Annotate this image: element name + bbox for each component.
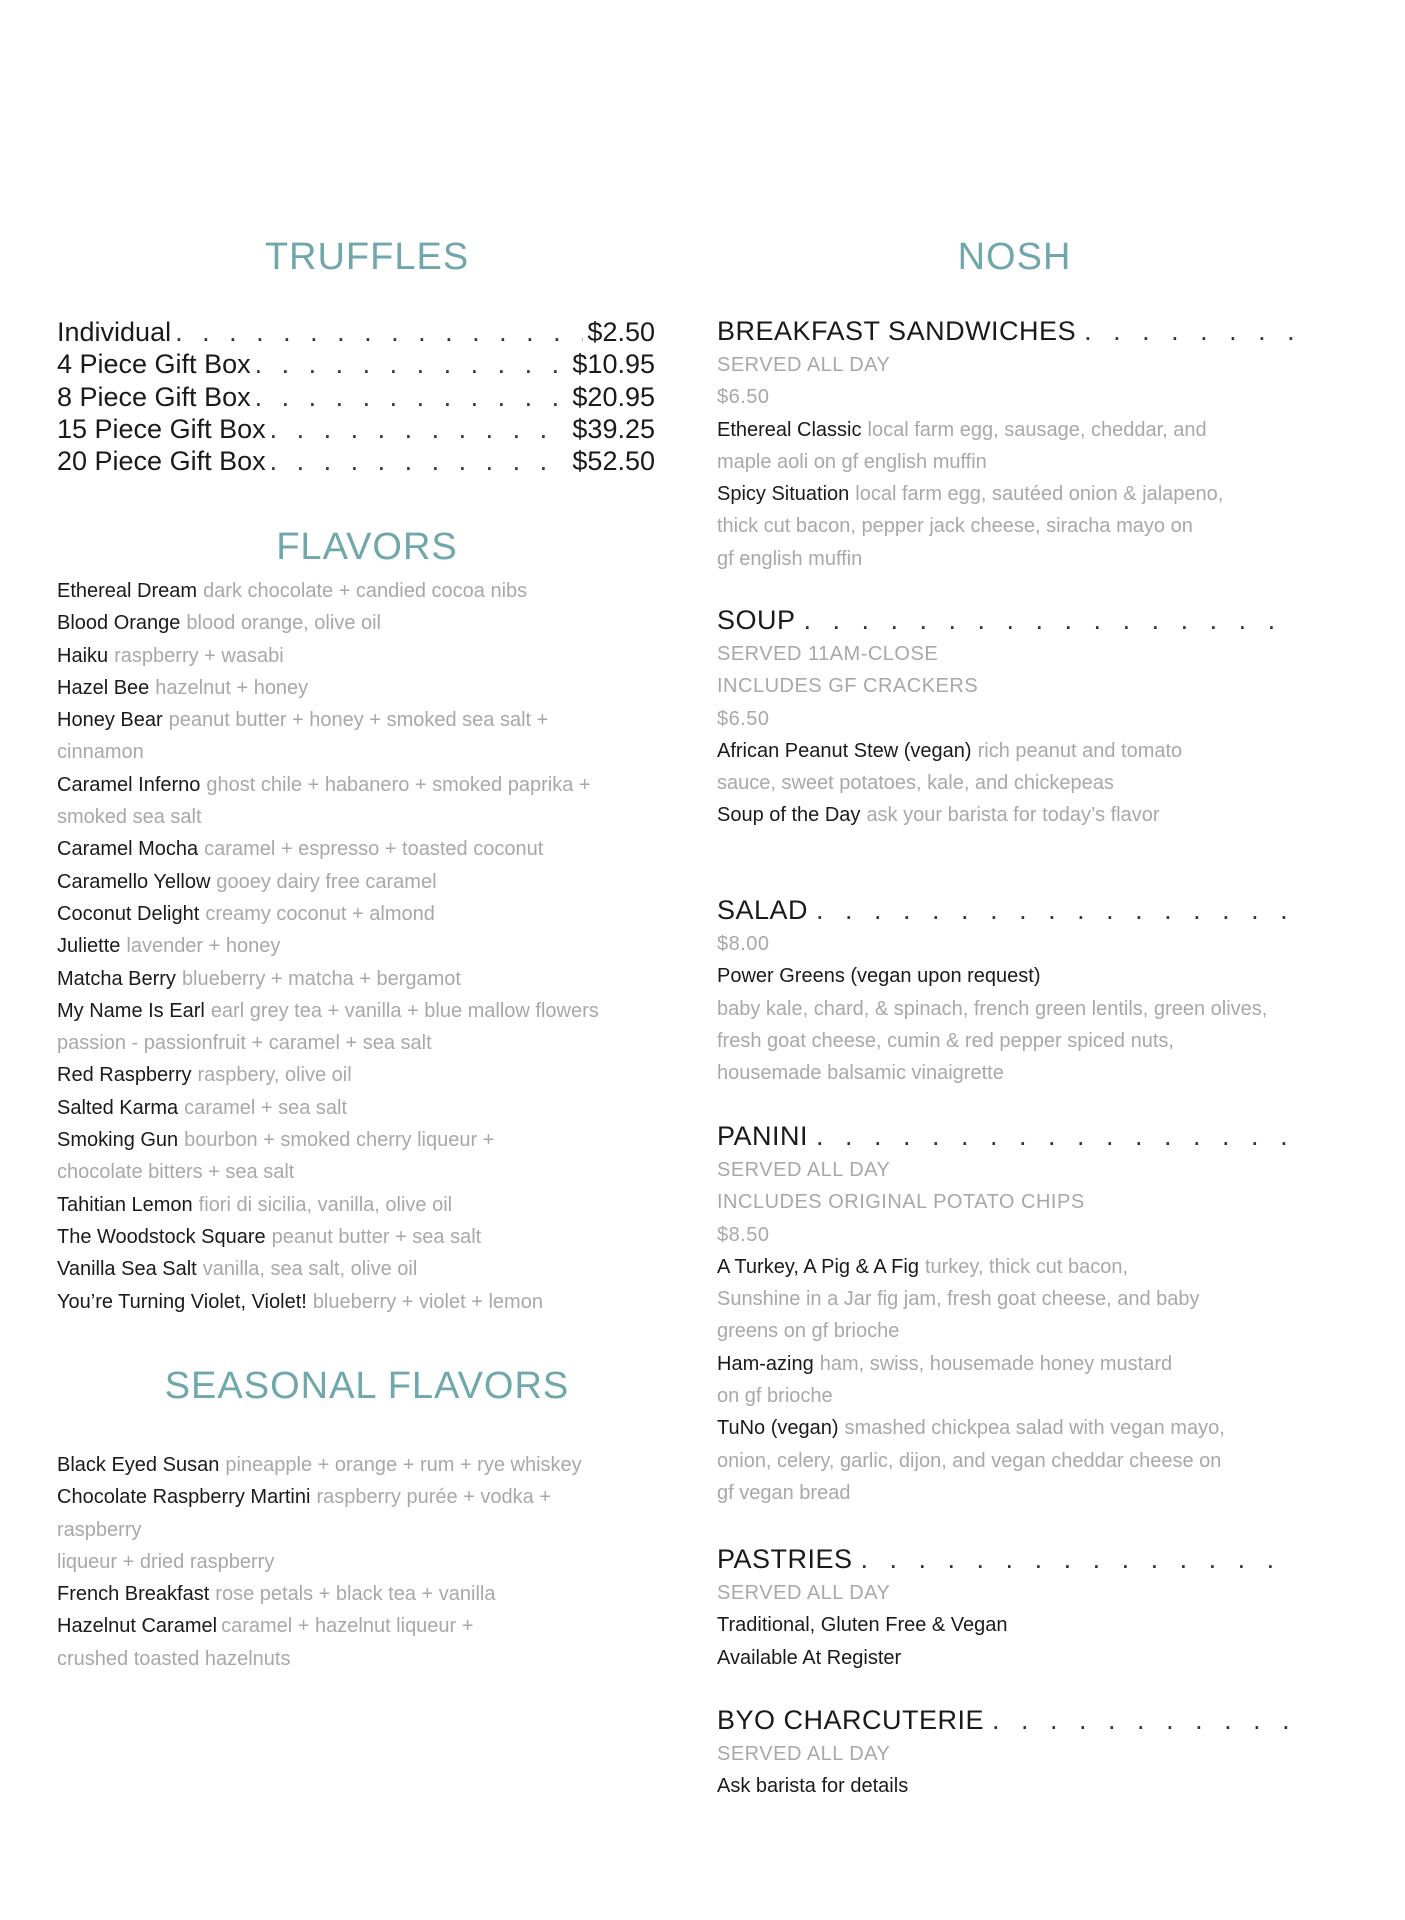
- list-item: [57, 640, 687, 672]
- leader-dots: [175, 316, 583, 348]
- item-desc: creamy coconut + almond: [205, 902, 435, 925]
- item-name: You’re Turning Violet, Violet!: [57, 1290, 307, 1313]
- leader-dots: [1084, 313, 1295, 349]
- price-row: [57, 413, 655, 445]
- item-name: Power Greens (vegan upon request): [717, 965, 1041, 988]
- item-desc: rose petals + black tea + vanilla: [215, 1583, 496, 1606]
- item-desc: bourbon + smoked cherry liqueur +: [184, 1129, 495, 1152]
- item-name: Coconut Delight: [57, 902, 200, 925]
- truffles-title: TRUFFLES: [264, 236, 470, 278]
- item-desc: Sunshine in a Jar fig jam, fresh goat cheese, and baby: [717, 1288, 1200, 1311]
- item-desc: crushed toasted hazelnuts: [57, 1647, 291, 1670]
- item-desc: peanut butter + sea salt: [271, 1225, 482, 1248]
- menu-item: [717, 1412, 1357, 1444]
- item-desc: smashed chickpea salad with vegan mayo,: [844, 1417, 1225, 1440]
- list-item-continuation: [57, 1643, 687, 1675]
- price-label: 4 Piece Gift Box: [57, 349, 251, 380]
- item-name: Caramel Mocha: [57, 838, 199, 861]
- item-desc: vanilla, sea salt, olive oil: [202, 1258, 418, 1281]
- list-item: [57, 1449, 687, 1481]
- item-name: Spicy Situation: [717, 483, 850, 506]
- breakfast-sandwiches-section: [717, 313, 1357, 575]
- list-item: [57, 898, 687, 930]
- item-name: Chocolate Raspberry Martini: [57, 1486, 311, 1509]
- flavors-list: [57, 575, 687, 1318]
- leader-dots: [816, 892, 1295, 928]
- leader-dots: [255, 348, 569, 380]
- item-desc: ask your barista for today’s flavor: [866, 804, 1160, 827]
- price-label: 20 Piece Gift Box: [57, 446, 266, 477]
- list-item: [57, 995, 687, 1027]
- item-name: Hazel Bee: [57, 676, 150, 699]
- menu-item: [717, 799, 1357, 831]
- item-desc: raspbery, olive oil: [197, 1064, 352, 1087]
- section-heading-label: SOUP: [717, 605, 796, 635]
- section-price: $8.50: [717, 1223, 770, 1246]
- item-desc: gf english muffin: [717, 547, 863, 570]
- salad-section: [717, 892, 1357, 1089]
- section-heading-label: PASTRIES: [717, 1544, 853, 1574]
- served-note: SERVED ALL DAY: [717, 1582, 891, 1604]
- served-note: SERVED ALL DAY: [717, 354, 891, 376]
- list-item: [57, 769, 687, 801]
- section-heading: [717, 313, 1295, 349]
- item-name: Hazelnut Caramel: [57, 1615, 218, 1638]
- item-name: Salted Karma: [57, 1096, 179, 1119]
- item-desc: housemade balsamic vinaigrette: [717, 1062, 1004, 1085]
- item-name: Matcha Berry: [57, 967, 176, 990]
- item-desc: caramel + hazelnut liqueur +: [221, 1615, 474, 1638]
- item-name: Caramel Inferno: [57, 773, 201, 796]
- item-desc: on gf brioche: [717, 1385, 833, 1408]
- item-desc: lavender + honey: [126, 935, 281, 958]
- item-desc: greens on gf brioche: [717, 1320, 900, 1343]
- item-name: Blood Orange: [57, 612, 181, 635]
- item-desc: local farm egg, sausage, cheddar, and: [867, 418, 1207, 441]
- item-name: Juliette: [57, 935, 121, 958]
- list-item-continuation: [57, 1514, 687, 1546]
- list-item: [57, 833, 687, 865]
- item-name: The Woodstock Square: [57, 1225, 266, 1248]
- item-desc: cinnamon: [57, 741, 144, 764]
- list-item: [57, 1092, 687, 1124]
- item-desc: gooey dairy free caramel: [216, 870, 437, 893]
- item-desc: chocolate bitters + sea salt: [57, 1161, 295, 1184]
- item-desc: raspberry + wasabi: [114, 644, 284, 667]
- item-name: Haiku: [57, 644, 109, 667]
- item-desc: raspberry purée + vodka +: [316, 1486, 552, 1509]
- item-name: Ethereal Dream: [57, 580, 198, 602]
- price-label: Individual: [57, 317, 172, 347]
- list-item: [57, 1286, 687, 1318]
- item-name: My Name Is Earl: [57, 999, 205, 1022]
- price-label: 8 Piece Gift Box: [57, 381, 251, 412]
- price-row: [57, 445, 655, 477]
- menu-item: [717, 735, 1357, 767]
- price-row: [57, 348, 655, 380]
- list-item: [57, 672, 687, 704]
- item-desc: blood orange, olive oil: [186, 612, 382, 635]
- list-item-continuation: [57, 736, 687, 768]
- item-desc: blueberry + matcha + bergamot: [181, 967, 461, 990]
- item-desc: pineapple + orange + rum + rye whiskey: [225, 1454, 582, 1476]
- list-item: [57, 1189, 687, 1221]
- soup-section: [717, 602, 1357, 832]
- list-item: [57, 1124, 687, 1156]
- item-desc: gf vegan bread: [717, 1481, 851, 1504]
- section-heading-label: SALAD: [717, 895, 809, 925]
- served-note: SERVED 11AM-CLOSE: [717, 643, 939, 665]
- list-item-continuation: [57, 1156, 687, 1188]
- item-desc: dark chocolate + candied cocoa nibs: [203, 580, 528, 602]
- item-desc: peanut butter + honey + smoked sea salt +: [168, 709, 549, 732]
- price-value: $2.50: [587, 317, 655, 347]
- section-heading: [717, 602, 1295, 638]
- item-desc: maple aoli on gf english muffin: [717, 450, 987, 473]
- item-desc: fresh goat cheese, cumin & red pepper spiced nuts,: [717, 1029, 1174, 1052]
- leader-dots: [861, 1541, 1295, 1577]
- leader-dots: [816, 1118, 1295, 1154]
- price-value: $52.50: [572, 446, 655, 477]
- charcuterie-section: [717, 1702, 1357, 1803]
- item-name: Honey Bear: [57, 709, 163, 732]
- pastries-section: [717, 1541, 1357, 1674]
- item-name: Tahitian Lemon: [57, 1193, 193, 1216]
- item-desc: liqueur + dried raspberry: [57, 1550, 275, 1573]
- item-name: Vanilla Sea Salt: [57, 1258, 197, 1281]
- item-desc: passion - passionfruit + caramel + sea salt: [57, 1032, 432, 1055]
- item-desc: raspberry: [57, 1518, 142, 1541]
- includes-note: INCLUDES GF CRACKERS: [717, 675, 979, 698]
- list-item: [57, 1610, 687, 1642]
- section-heading-label: BREAKFAST SANDWICHES: [717, 316, 1077, 346]
- item-name: TuNo (vegan): [717, 1417, 839, 1440]
- item-desc: earl grey tea + vanilla + blue mallow flowers: [210, 999, 599, 1022]
- menu-item: [717, 414, 1357, 446]
- item-desc: sauce, sweet potatoes, kale, and chickepeas: [717, 772, 1114, 795]
- list-item: [57, 1481, 687, 1513]
- pastries-line: Available At Register: [717, 1646, 902, 1669]
- item-name: Black Eyed Susan: [57, 1454, 220, 1476]
- price-row: [57, 316, 655, 348]
- item-desc: smoked sea salt: [57, 806, 202, 829]
- price-row: [57, 381, 655, 413]
- list-item: [57, 930, 687, 962]
- charcuterie-line: Ask barista for details: [717, 1775, 909, 1798]
- item-desc: thick cut bacon, pepper jack cheese, siracha mayo on: [717, 515, 1193, 538]
- item-desc: ghost chile + habanero + smoked paprika +: [206, 773, 591, 796]
- seasonal-flavors-title: SEASONAL FLAVORS: [164, 1365, 570, 1407]
- section-heading: [717, 1118, 1295, 1154]
- item-name: Smoking Gun: [57, 1129, 179, 1152]
- leader-dots: [270, 445, 569, 477]
- item-name: Soup of the Day: [717, 804, 861, 827]
- item-name: Ethereal Classic: [717, 418, 862, 441]
- panini-section: [717, 1118, 1357, 1509]
- leader-dots: [270, 413, 569, 445]
- list-item: [57, 866, 687, 898]
- price-label: 15 Piece Gift Box: [57, 413, 266, 444]
- item-desc: onion, celery, garlic, dijon, and vegan cheddar cheese on: [717, 1449, 1222, 1472]
- list-item: [57, 1253, 687, 1285]
- item-desc: hazelnut + honey: [155, 676, 309, 699]
- section-heading-label: PANINI: [717, 1121, 809, 1151]
- leader-dots: [255, 381, 569, 413]
- item-desc: caramel + sea salt: [184, 1096, 348, 1119]
- list-item-continuation: [57, 1546, 687, 1578]
- item-desc: baby kale, chard, & spinach, french green lentils, green olives,: [717, 997, 1268, 1020]
- menu-item: [717, 1348, 1357, 1380]
- item-name: French Breakfast: [57, 1583, 210, 1606]
- list-item: [57, 1578, 687, 1610]
- includes-note: INCLUDES ORIGINAL POTATO CHIPS: [717, 1191, 1085, 1214]
- item-name: A Turkey, A Pig & A Fig: [717, 1255, 919, 1278]
- price-value: $20.95: [572, 381, 655, 412]
- menu-item: [717, 1251, 1357, 1283]
- section-heading: [717, 1541, 1295, 1577]
- flavors-title: FLAVORS: [276, 526, 458, 568]
- seasonal-flavors-list: [57, 1449, 687, 1675]
- item-name: Caramello Yellow: [57, 870, 211, 893]
- section-price: $8.00: [717, 933, 770, 955]
- list-item: [57, 963, 687, 995]
- pastries-line: Traditional, Gluten Free & Vegan: [717, 1614, 1008, 1637]
- item-desc: caramel + espresso + toasted coconut: [204, 838, 544, 861]
- section-price: $6.50: [717, 386, 770, 409]
- item-desc: ham, swiss, housemade honey mustard: [819, 1352, 1173, 1375]
- served-note: SERVED ALL DAY: [717, 1159, 891, 1181]
- price-value: $10.95: [572, 349, 655, 380]
- leader-dots: [804, 602, 1295, 638]
- list-item-continuation: [57, 801, 687, 833]
- price-value: $39.25: [572, 413, 655, 444]
- menu-item: [717, 478, 1357, 510]
- section-heading: [717, 1702, 1295, 1738]
- item-name: Red Raspberry: [57, 1064, 192, 1087]
- list-item-continuation: [57, 1027, 687, 1059]
- item-desc: fiori di sicilia, vanilla, olive oil: [198, 1193, 453, 1216]
- section-heading: [717, 892, 1295, 928]
- section-price: $6.50: [717, 707, 770, 730]
- list-item: [57, 607, 687, 639]
- item-desc: local farm egg, sautéed onion & jalapeno,: [855, 483, 1224, 506]
- section-heading-label: BYO CHARCUTERIE: [717, 1705, 985, 1735]
- item-desc: turkey, thick cut bacon,: [924, 1255, 1129, 1278]
- item-name: Ham-azing: [717, 1352, 814, 1375]
- served-note: SERVED ALL DAY: [717, 1743, 891, 1765]
- item-name: African Peanut Stew (vegan): [717, 739, 972, 762]
- list-item: [57, 1221, 687, 1253]
- list-item: [57, 704, 687, 736]
- truffles-price-list: [57, 316, 655, 477]
- leader-dots: [992, 1702, 1295, 1738]
- item-desc: rich peanut and tomato: [977, 739, 1183, 762]
- list-item: [57, 1059, 687, 1091]
- list-item: [57, 575, 687, 607]
- nosh-title: NOSH: [957, 236, 1072, 278]
- item-desc: blueberry + violet + lemon: [312, 1290, 543, 1313]
